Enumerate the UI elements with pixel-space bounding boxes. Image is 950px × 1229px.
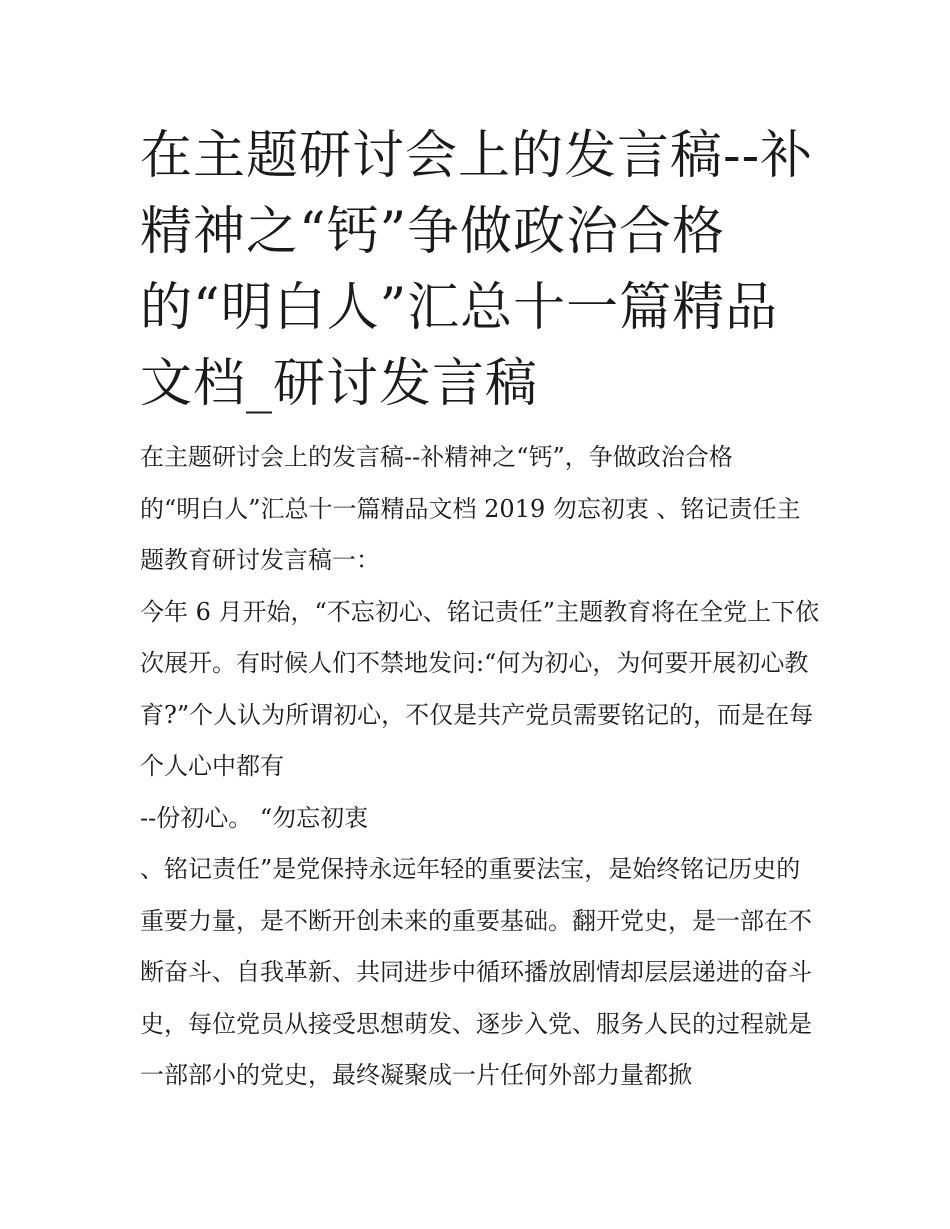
document-title: 在主题研讨会上的发言稿--补精神之“钙”争做政治合格的“明白人”汇总十一篇精品文档_研讨发言稿 [140, 126, 814, 414]
paragraph-fragment: --份初心。 “勿忘初衷 [140, 803, 369, 832]
document-body [140, 432, 820, 1102]
paragraph-intro: 在主题研讨会上的发言稿--补精神之“钙”，争做政治合格 [140, 443, 733, 471]
paragraph-opening: 今年 6 月开始，“不忘初心、铭记责任”主题教育将在全党上下依次展开。有时候人们不禁地发问:“何为初心，为何要开展初心教育?”个人认为所谓初心，不仅是共产党员需要铭记的，而是在每个人心中都有 [140, 597, 820, 780]
paragraph-main: 、铭记责任”是党保持永远年轻的重要法宝，是始终铭记历史的重要力量，是不断开创未来的重要基础。翻开党史，是一部在不断奋斗、自我革新、共同进步中循环播放剧情却层层递进的奋斗史，每位党员从接受思想萌发、逐步入党、服务人民的过程就是一部部小的党史，最终凝聚成一片任何外部力量都掀 [140, 855, 812, 1089]
paragraph-subtitle: 的“明白人”汇总十一篇精品文档 2019 勿忘初衷 、铭记责任主题教育研讨发言稿一： [140, 494, 801, 574]
